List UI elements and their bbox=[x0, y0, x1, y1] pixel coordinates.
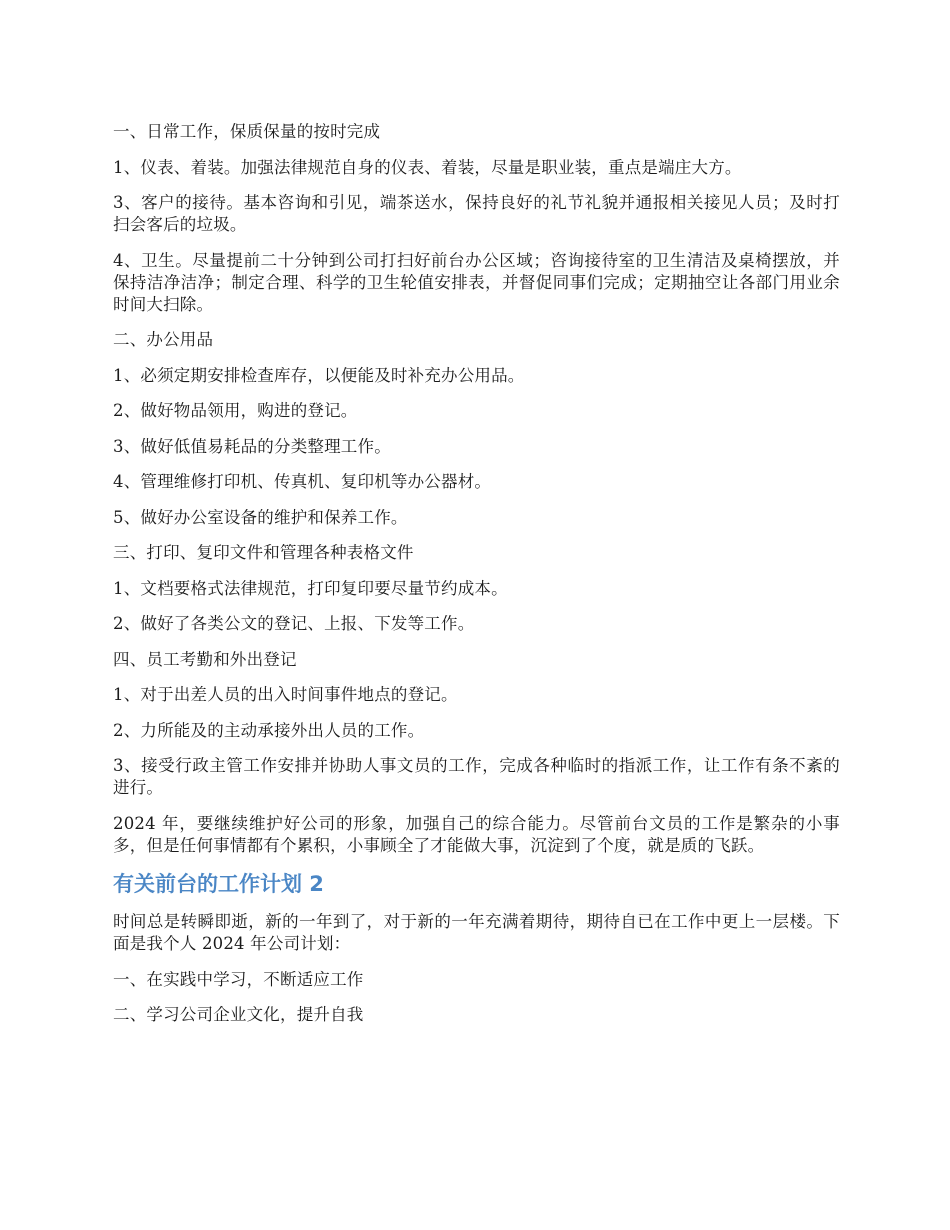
list-item: 5、做好办公室设备的维护和保养工作。 bbox=[113, 507, 408, 527]
list-item: 2、做好物品领用，购进的登记。 bbox=[113, 401, 358, 420]
section-heading: 二、学习公司企业文化，提升自我 bbox=[113, 1005, 364, 1024]
list-item: 2、做好了各类公文的登记、上报、下发等工作。 bbox=[113, 614, 475, 633]
section-heading: 一、在实践中学习，不断适应工作 bbox=[113, 969, 364, 989]
list-item: 1、对于出差人员的出入时间事件地点的登记。 bbox=[113, 685, 458, 704]
list-item: 4、管理维修打印机、传真机、复印机等办公器材。 bbox=[113, 472, 492, 491]
document-page bbox=[113, 121, 840, 1040]
section-heading: 一、日常工作，保质保量的按时完成 bbox=[113, 122, 381, 141]
list-item: 1、必须定期安排检查库存，以便能及时补充办公用品。 bbox=[113, 365, 525, 385]
section-title: 有关前台的工作计划 2 bbox=[113, 872, 324, 896]
list-item: 1、文档要格式法律规范，打印复印要尽量节约成本。 bbox=[113, 578, 508, 598]
section-heading: 三、打印、复印文件和管理各种表格文件 bbox=[113, 543, 414, 562]
list-item: 1、仪表、着装。加强法律规范自身的仪表、着装，尽量是职业装，重点是端庄大方。 bbox=[113, 157, 742, 177]
section-heading: 四、员工考勤和外出登记 bbox=[113, 649, 297, 669]
list-item: 3、客户的接待。基本咨询和引见，端茶送水，保持良好的礼节礼貌并通报相关接见人员；及时打扫会客后的垃圾。 bbox=[113, 193, 840, 234]
summary-paragraph: 2024 年，要继续维护好公司的形象，加强自己的综合能力。尽管前台文员的工作是繁杂的小事多，但是任何事情都有个累积，小事顾全了才能做大事，沉淀到了个度，就是质的飞跃。 bbox=[113, 813, 840, 855]
intro-paragraph: 时间总是转瞬即逝，新的一年到了，对于新的一年充满着期待，期待自已在工作中更上一层楼。下面是我个人 2024 年公司计划： bbox=[113, 912, 840, 953]
list-item: 4、卫生。尽量提前二十分钟到公司打扫好前台办公区域；咨询接待室的卫生清洁及桌椅摆放，并保持洁净洁净；制定合理、科学的卫生轮值安排表，并督促同事们完成；定期抽空让各部门用业余时间大扫除。 bbox=[113, 250, 840, 314]
list-item: 3、接受行政主管工作安排并协助人事文员的工作，完成各种临时的指派工作，让工作有条不紊的进行。 bbox=[113, 756, 840, 797]
list-item: 3、做好低值易耗品的分类整理工作。 bbox=[113, 436, 391, 456]
list-item: 2、力所能及的主动承接外出人员的工作。 bbox=[113, 720, 425, 740]
section-heading: 二、办公用品 bbox=[113, 330, 214, 349]
